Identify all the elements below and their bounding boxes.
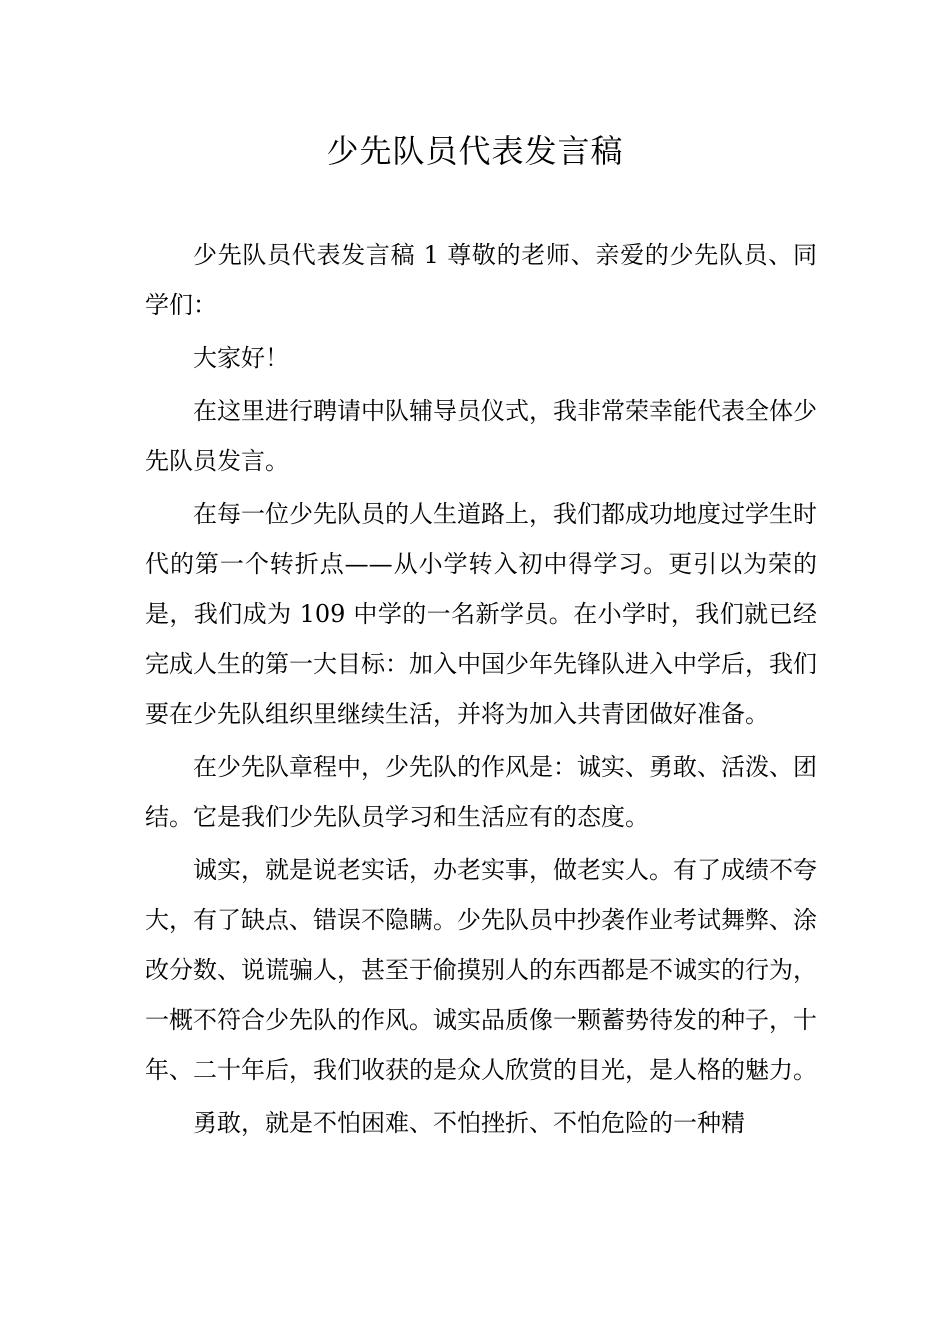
paragraph-ceremony: 在这里进行聘请中队辅导员仪式，我非常荣幸能代表全体少先队员发言。	[145, 397, 817, 475]
paragraph-bravery: 勇敢，就是不怕困难、不怕挫折、不怕危险的一种精	[193, 1109, 745, 1137]
document-title: 少先队员代表发言稿	[326, 132, 624, 170]
paragraph-turning-point: 在每一位少先队员的人生道路上，我们都成功地度过学生时代的第一个转折点——从小学转入初中得学习。更引以为荣的是，我们成为 109 中学的一名新学员。在小学时，我们就已经完成人生的第一大目标：加入中国少年先锋队进入中学后，我们要在少先队组织里继续生活，并将为加入共青团做好准备。	[145, 500, 817, 728]
paragraph-hello: 大家好！	[193, 344, 289, 372]
paragraph-greeting: 少先队员代表发言稿 1 尊敬的老师、亲爱的少先队员、同学们：	[145, 241, 817, 319]
paragraph-style: 在少先队章程中，少先队的作风是：诚实、勇敢、活泼、团结。它是我们少先队员学习和生活应有的态度。	[145, 753, 817, 831]
document-body	[145, 230, 817, 1148]
paragraph-honesty: 诚实，就是说老实话，办老实事，做老实人。有了成绩不夸大，有了缺点、错误不隐瞒。少先队员中抄袭作业考试舞弊、涂改分数、说谎骗人，甚至于偷摸别人的东西都是不诚实的行为，一概不符合少先队的作风。诚实品质像一颗蓄势待发的种子，十年、二十年后，我们收获的是众人欣赏的目光，是人格的魅力。	[145, 856, 817, 1084]
